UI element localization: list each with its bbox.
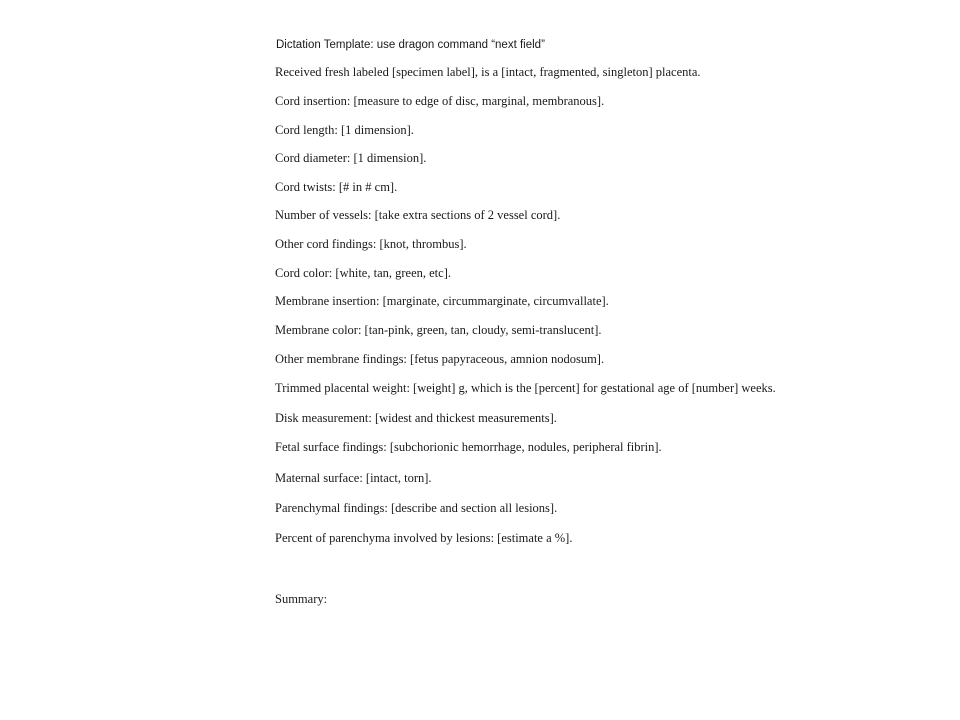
field-cord-length: Cord length: [1 dimension]. xyxy=(275,123,414,137)
field-cord-insertion: Cord insertion: [measure to edge of disc, marginal, membranous]. xyxy=(275,94,605,108)
field-cord-diameter: Cord diameter: [1 dimension]. xyxy=(275,151,427,165)
template-heading: Dictation Template: use dragon command “next field” xyxy=(276,39,545,51)
field-trimmed-placental-weight: Trimmed placental weight: [weight] g, which is the [percent] for gestational age of [number] weeks. xyxy=(275,381,776,395)
field-other-membrane-findings: Other membrane findings: [fetus papyraceous, amnion nodosum]. xyxy=(275,352,605,366)
field-disk-measurement: Disk measurement: [widest and thickest measurements]. xyxy=(275,411,557,425)
field-number-of-vessels: Number of vessels: [take extra sections of 2 vessel cord]. xyxy=(275,208,561,222)
field-membrane-color: Membrane color: [tan-pink, green, tan, cloudy, semi-translucent]. xyxy=(275,323,602,337)
field-other-cord-findings: Other cord findings: [knot, thrombus]. xyxy=(275,237,467,251)
field-received: Received fresh labeled [specimen label], is a [intact, fragmented, singleton] placenta. xyxy=(275,65,701,79)
field-fetal-surface-findings: Fetal surface findings: [subchorionic hemorrhage, nodules, peripheral fibrin]. xyxy=(275,440,662,454)
field-cord-color: Cord color: [white, tan, green, etc]. xyxy=(275,266,451,280)
field-percent-parenchyma: Percent of parenchyma involved by lesions: [estimate a %]. xyxy=(275,531,573,545)
field-maternal-surface: Maternal surface: [intact, torn]. xyxy=(275,471,432,485)
field-membrane-insertion: Membrane insertion: [marginate, circummarginate, circumvallate]. xyxy=(275,294,609,308)
summary-label: Summary: xyxy=(275,592,328,606)
field-parenchymal-findings: Parenchymal findings: [describe and section all lesions]. xyxy=(275,501,558,515)
field-cord-twists: Cord twists: [# in # cm]. xyxy=(275,180,398,194)
